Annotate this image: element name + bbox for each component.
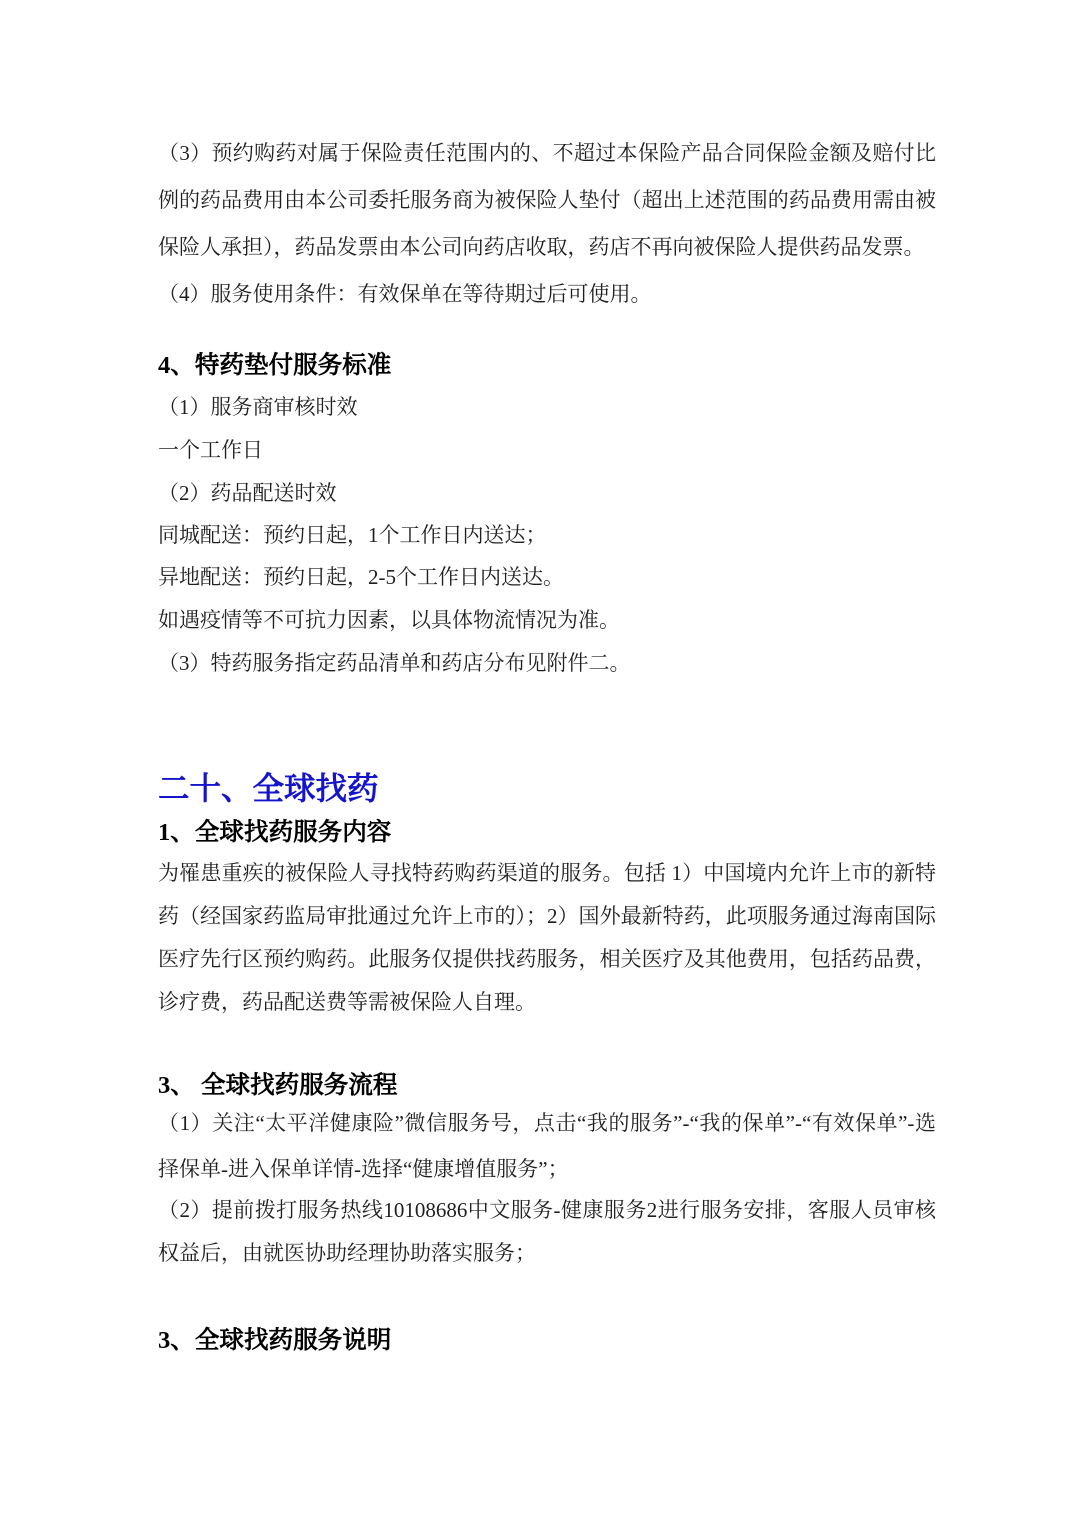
heading-global-drug-search-content: 1、全球找药服务内容	[158, 819, 392, 846]
paragraph-process-step-1: （1）关注“太平洋健康险”微信服务号，点击“我的服务”-“我的保单”-“有效保单”-选择保单-进入保单详情-选择“健康增值服务”；	[158, 1111, 936, 1181]
paragraph-delivery-disclaimer: 如遇疫情等不可抗力因素，以具体物流情况为准。	[158, 608, 620, 632]
paragraph-delivery-remote: 异地配送：预约日起，2-5个工作日内送达。	[158, 565, 564, 589]
heading-chapter-global-drug-search: 二十、全球找药	[158, 771, 379, 806]
heading-global-drug-search-description: 3、全球找药服务说明	[158, 1327, 392, 1354]
paragraph-delivery-local: 同城配送：预约日起，1个工作日内送达；	[158, 523, 547, 547]
paragraph-drug-delivery-time-label: （2）药品配送时效	[158, 481, 337, 505]
paragraph-provider-review-time-value: 一个工作日	[158, 438, 263, 462]
paragraph-service-usage-condition: （4）服务使用条件：有效保单在等待期过后可使用。	[158, 282, 652, 306]
heading-global-drug-search-process: 3、 全球找药服务流程	[158, 1072, 398, 1099]
paragraph-process-step-2: （2）提前拨打服务热线10108686中文服务-健康服务2进行服务安排，客服人员审核权益后，由就医协助经理协助落实服务；	[158, 1198, 936, 1265]
paragraph-reservation-purchase-terms: （3）预约购药对属于保险责任范围内的、不超过本保险产品合同保险金额及赔付比例的药品费用由本公司委托服务商为被保险人垫付（超出上述范围的药品费用需由被保险人承担），药品发票由本公司向药店收取，药店不再向被保险人提供药品发票。	[158, 141, 936, 259]
paragraph-provider-review-time-label: （1）服务商审核时效	[158, 395, 358, 419]
paragraph-attachment-note: （3）特药服务指定药品清单和药店分布见附件二。	[158, 651, 631, 675]
heading-special-drug-advance-standards: 4、特药垫付服务标准	[158, 352, 392, 379]
paragraph-global-drug-search-content: 为罹患重疾的被保险人寻找特药购药渠道的服务。包括 1）中国境内允许上市的新特药（经国家药监局审批通过允许上市的）；2）国外最新特药，此项服务通过海南国际医疗先行区预约购药。此服务仅提供找药服务，相关医疗及其他费用，包括药品费，诊疗费，药品配送费等需被保险人自理。	[158, 861, 936, 1014]
